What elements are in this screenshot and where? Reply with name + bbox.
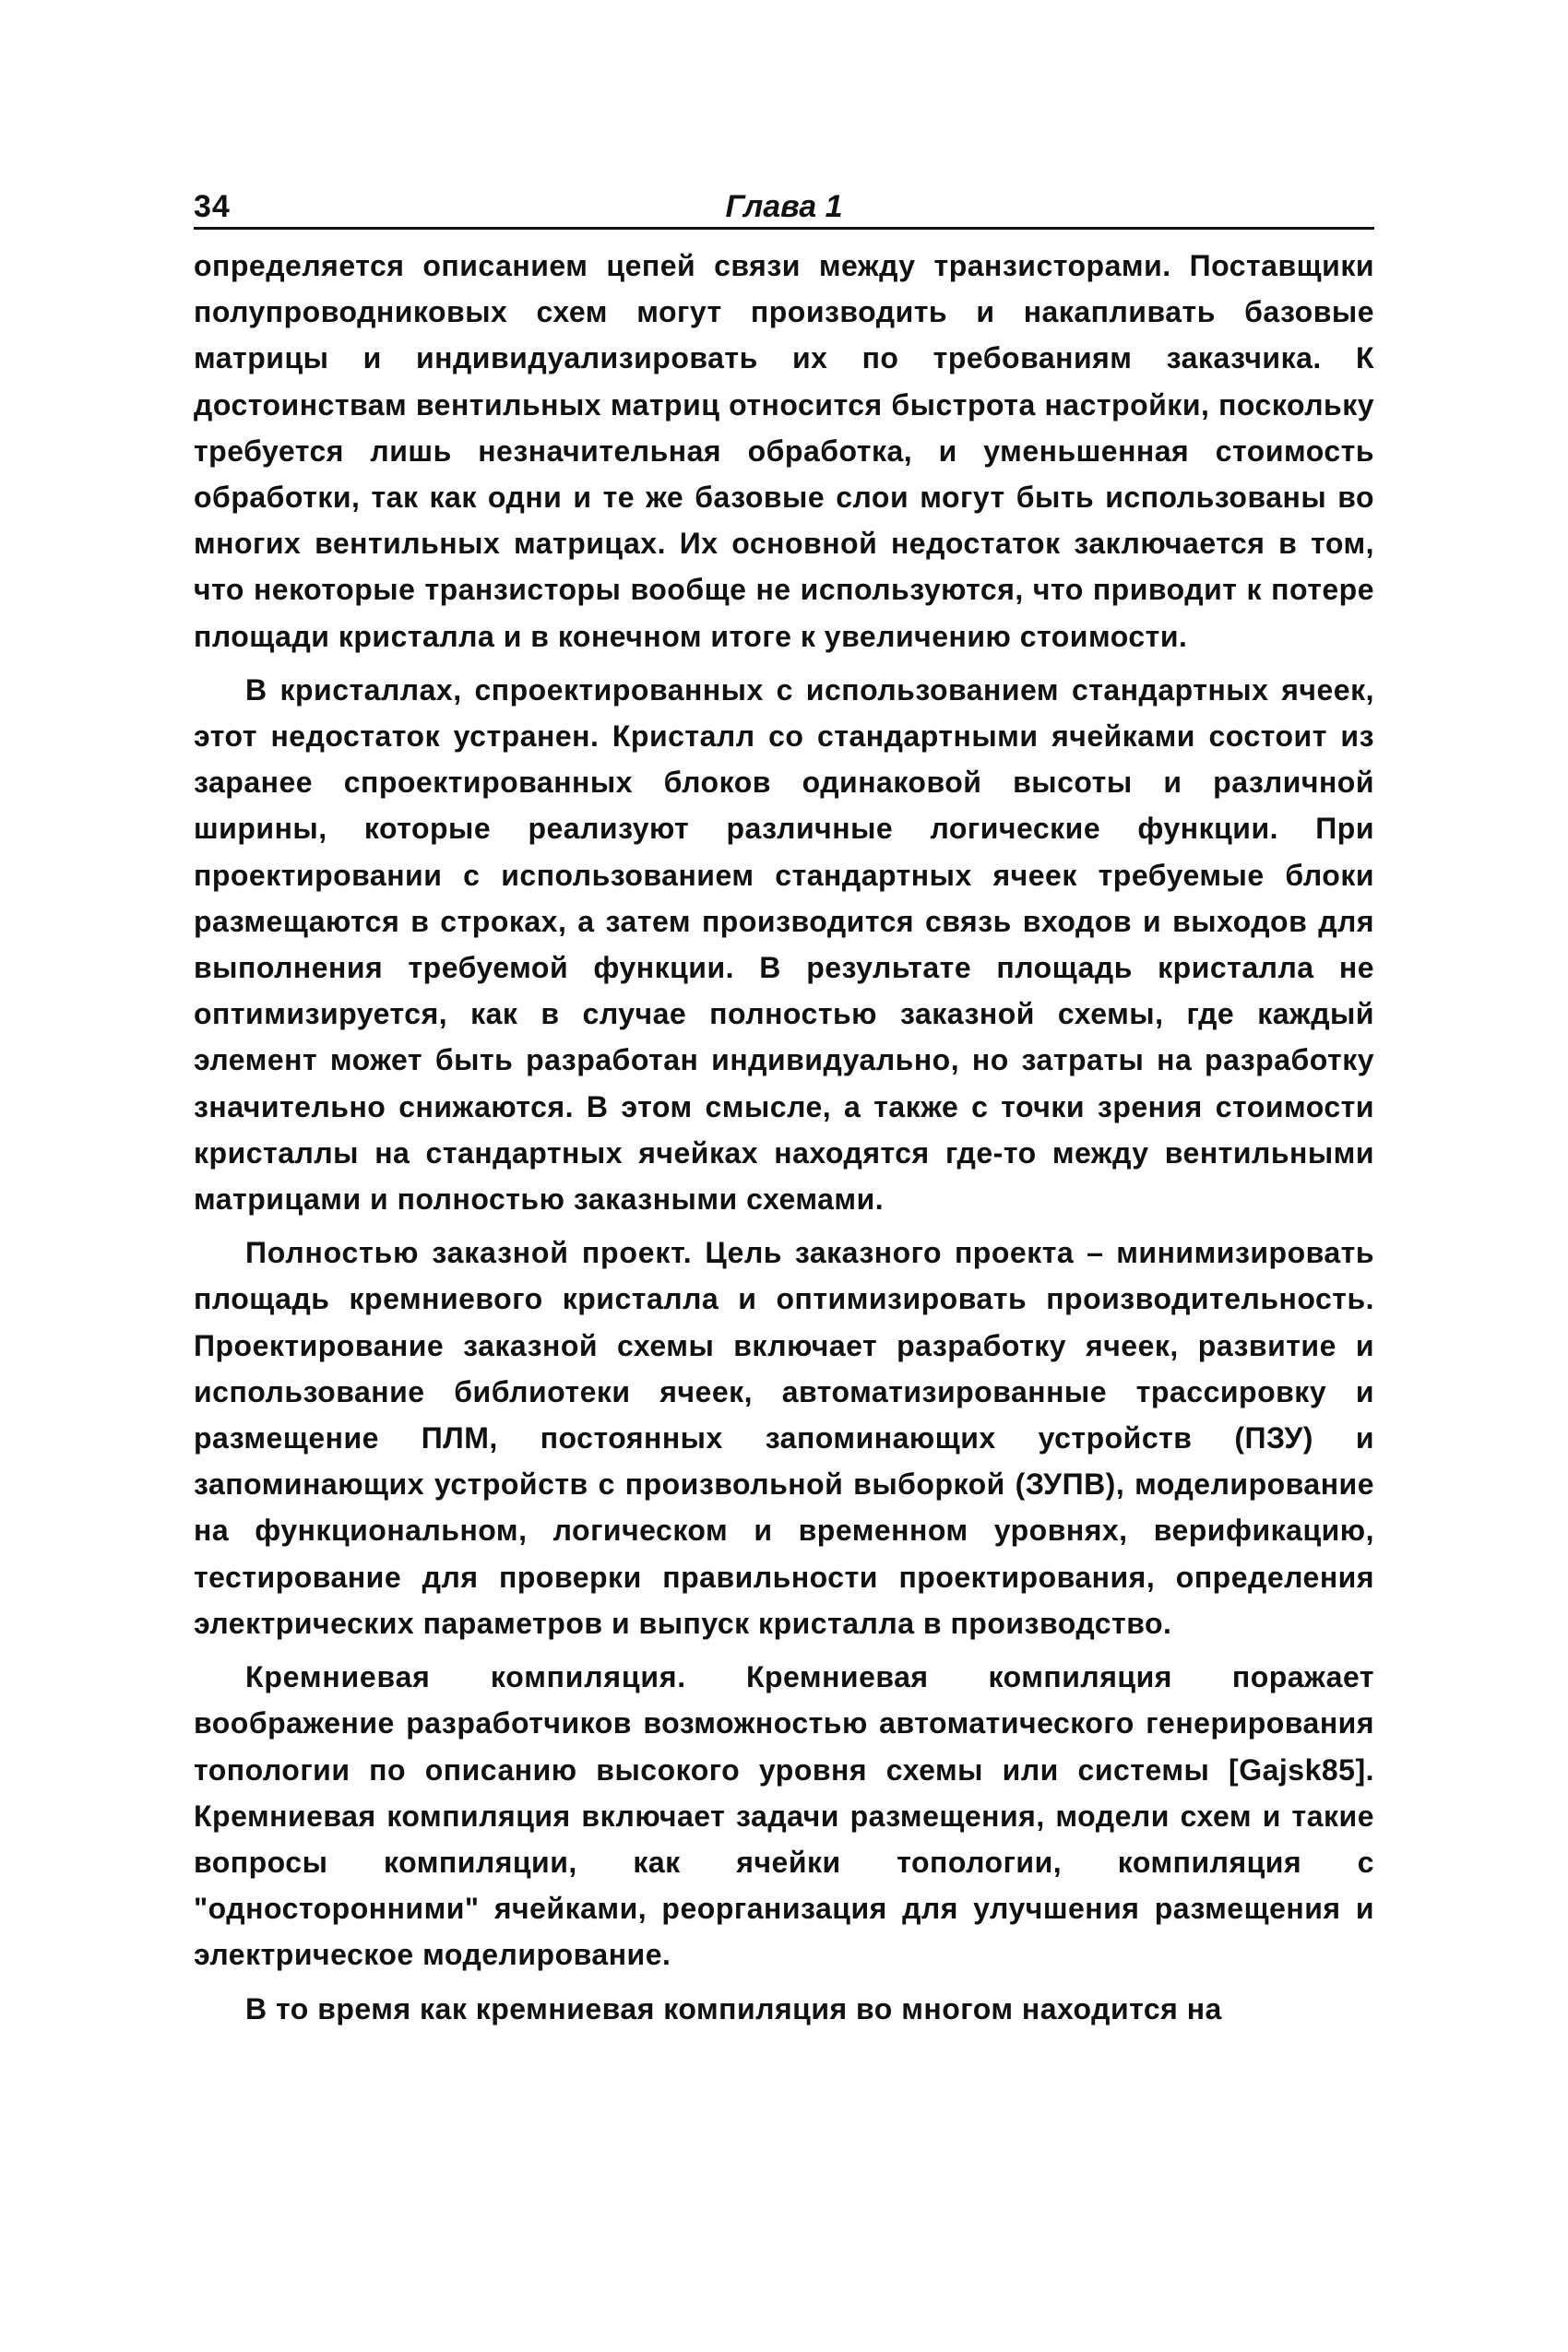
- paragraph-continued: В то время как кремниевая компиляция во многом находится на: [245, 1991, 1222, 2025]
- book-page: [194, 184, 1374, 2032]
- chapter-title: Глава 1: [725, 189, 843, 224]
- paragraph-standard-cells: В кристаллах, спроектированных с использованием стандартных ячеек, этот недостаток устранен. Кристалл со стандартными ячейками состоит из заранее спроектированных блоков одинаковой высоты и различной ширины, которые реализуют различные логические функции. При проектировании с использованием стандартных ячеек требуемые блоки размещаются в строках, а затем производится связь входов и выходов для выполнения требуемой функции. В результате площадь кристалла не оптимизируется, как в случае полностью заказной схемы, где каждый элемент может быть разработан индивидуально, но затраты на разработку значительно снижаются. В этом смысле, а также с точки зрения стоимости кристаллы на стандартных ячейках находятся где-то между вентильными матрицами и полностью заказными схемами.: [194, 672, 1374, 1217]
- body-text: [194, 243, 1374, 2032]
- running-head: [194, 184, 1374, 230]
- paragraph-silicon-compilation-text: Кремниевая компиляция поражает воображение разработчиков возможностью автоматического генерирования топологии по описанию высокого уровня схемы или системы [Gajsk85]. Кремниевая компиляция включает задачи размещения, модели схем и такие вопросы компиляции, как ячейки топологии, компиляция с "односторонними" ячейками, реорганизация для улучшения размещения и электрическое моделирование.: [194, 1660, 1375, 1972]
- paragraph-full-custom: [194, 1229, 1374, 1646]
- paragraph-gate-arrays: определяется описанием цепей связи между транзисторами. Поставщики полупроводниковых схем могут производить и накапливать базовые матрицы и индивидуализировать их по требованиям заказчика. К достоинствам вентильных матриц относится быстрота настройки, поскольку требуется лишь незначительная обработка, и уменьшенная стоимость обработки, так как одни и те же базовые слои могут быть использованы во многих вентильных матрицах. Их основной недостаток заключается в том, что некоторые транзисторы вообще не используются, что приводит к потере площади кристалла и в конечном итоге к увеличению стоимости.: [194, 249, 1374, 653]
- paragraph-silicon-compilation: [194, 1654, 1374, 1978]
- run-in-heading-silicon-compilation: Кремниевая компиляция.: [245, 1660, 686, 1694]
- page-number: 34: [194, 189, 231, 224]
- paragraph-full-custom-text: Цель заказного проекта – минимизировать площадь кремниевого кристалла и оптимизировать производительность. Проектирование заказной схемы включает разработку ячеек, развитие и использование библиотеки ячеек, автоматизированные трассировку и размещение ПЛМ, постоянных запоминающих устройств (ПЗУ) и запоминающих устройств с произвольной выборкой (ЗУПВ), моделирование на функциональном, логическом и временном уровнях, верификацию, тестирование для проверки правильности проектирования, определения электрических параметров и выпуск кристалла в производство.: [194, 1236, 1374, 1640]
- run-in-heading-full-custom: Полностью заказной проект.: [245, 1236, 693, 1270]
